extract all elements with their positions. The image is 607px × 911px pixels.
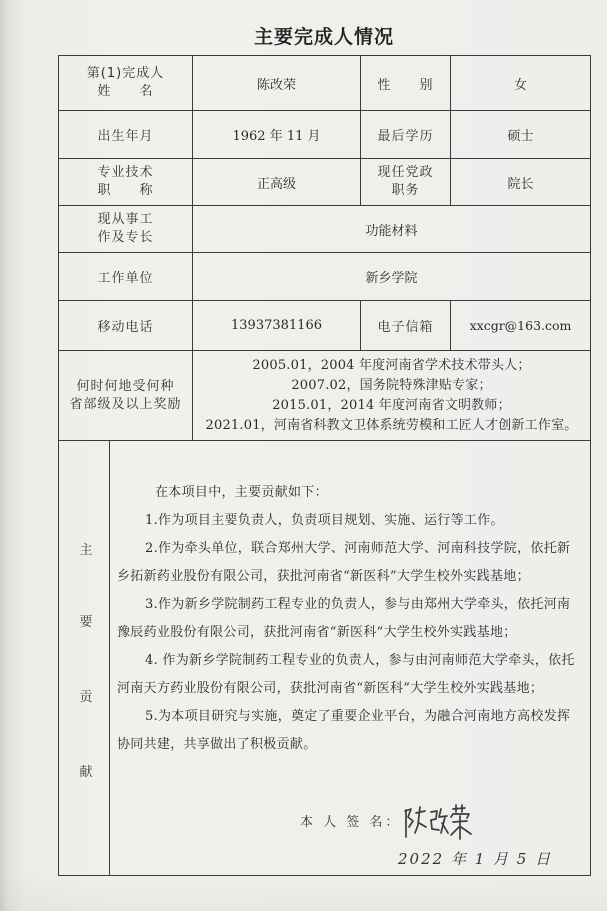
specialty-value: 功能材料 bbox=[365, 223, 418, 239]
page-title: 主要完成人情况 bbox=[253, 26, 394, 48]
education-value-cell bbox=[451, 111, 591, 159]
specialty-label-line1: 现从事工 bbox=[97, 212, 154, 227]
education-value: 硕士 bbox=[507, 129, 534, 144]
row-employer bbox=[59, 253, 591, 301]
employer-label: 工作单位 bbox=[97, 271, 154, 286]
specialty-value-cell bbox=[193, 206, 591, 253]
phone-value-cell bbox=[193, 301, 361, 351]
row-contact bbox=[59, 301, 591, 351]
row-birth bbox=[59, 111, 591, 159]
education-label: 最后学历 bbox=[377, 129, 434, 144]
row-awards bbox=[59, 351, 591, 441]
gender-value: 女 bbox=[513, 77, 527, 93]
award-item: 2005.01，2004 年度河南省学术技术带头人； bbox=[252, 357, 531, 373]
info-table bbox=[58, 55, 591, 876]
handwritten-signature bbox=[401, 803, 479, 843]
signature-label: 本 人 签 名： bbox=[300, 815, 402, 830]
contribution-item: 5.为本项目研究与实施，奠定了重要企业平台，为融合河南地方高校发挥协同共建，共享做出了积极贡献。 bbox=[117, 709, 571, 752]
contribution-item: 3.作为新乡学院制药工程专业的负责人，参与由郑州大学牵头，依托河南豫辰药业股份有限公司，获批河南省“新医科”大学生校外实践基地； bbox=[117, 597, 571, 640]
contribution-intro: 在本项目中，主要贡献如下： bbox=[155, 485, 328, 500]
birth-label: 出生年月 bbox=[97, 129, 154, 144]
gender-label: 性 别 bbox=[377, 77, 434, 93]
email-value-cell bbox=[451, 301, 591, 351]
employer-value-cell bbox=[193, 253, 591, 301]
birth-value-cell bbox=[193, 111, 361, 159]
email-value: xxcgr@163.com bbox=[469, 318, 572, 333]
contribution-side-label bbox=[63, 441, 110, 875]
awards-label-line1: 何时何地受何种 bbox=[76, 378, 175, 394]
row-contribution bbox=[59, 441, 591, 876]
contribution-item: 1.作为项目主要负责人，负责项目规划、实施、运行等工作。 bbox=[145, 513, 504, 528]
birth-value: 1962 年 11 月 bbox=[232, 129, 321, 144]
phone-label: 移动电话 bbox=[97, 320, 154, 335]
tech-title-label-line2: 职 称 bbox=[97, 183, 154, 198]
award-item: 2007.02，国务院特殊津贴专家； bbox=[291, 377, 492, 393]
post-value: 院长 bbox=[507, 176, 534, 192]
tech-title-value: 正高级 bbox=[256, 176, 296, 192]
name-value: 陈改荣 bbox=[256, 77, 296, 93]
row-name bbox=[59, 56, 591, 111]
row-specialty bbox=[59, 206, 591, 253]
gender-value-cell bbox=[451, 56, 591, 111]
name-label: 姓 名 bbox=[97, 84, 154, 99]
specialty-label-cell bbox=[59, 206, 193, 253]
tech-title-label-cell bbox=[59, 159, 193, 206]
award-item: 2015.01，2014 年度河南省文明教师； bbox=[272, 397, 511, 413]
awards-label-cell bbox=[59, 351, 193, 441]
post-label: 现任党政职务 bbox=[377, 165, 434, 198]
post-value-cell bbox=[451, 159, 591, 206]
rank-label: 第(1)完成人 bbox=[86, 66, 165, 81]
education-label-cell bbox=[361, 111, 451, 159]
side-label-char: 献 bbox=[79, 765, 93, 780]
specialty-label-line2: 作及专长 bbox=[97, 230, 154, 245]
birth-label-cell bbox=[59, 111, 193, 159]
award-item: 2021.01，河南省科教文卫体系统劳模和工匠人才创新工作室。 bbox=[205, 417, 578, 433]
side-label-char: 主 bbox=[79, 543, 93, 558]
employer-value: 新乡学院 bbox=[365, 271, 418, 286]
rank-name-label-cell bbox=[59, 56, 193, 111]
side-label-char: 贡 bbox=[79, 690, 93, 705]
tech-title-value-cell bbox=[193, 159, 361, 206]
employer-label-cell bbox=[59, 253, 193, 301]
signature-date: 2022 年 1 月 5 日 bbox=[398, 850, 553, 868]
row-title bbox=[59, 159, 591, 206]
contribution-item: 4. 作为新乡学院制药工程专业的负责人，参与由河南师范大学牵头，依托河南天方药业股份有限公司，获批河南省“新医科”大学生校外实践基地； bbox=[117, 653, 575, 696]
awards-list-cell bbox=[193, 351, 591, 441]
post-label-cell bbox=[361, 159, 451, 206]
side-label-char: 要 bbox=[79, 615, 93, 630]
email-label: 电子信箱 bbox=[377, 320, 434, 335]
name-value-cell bbox=[193, 56, 361, 111]
signature-block bbox=[300, 803, 479, 843]
contribution-body bbox=[110, 441, 586, 875]
email-label-cell bbox=[361, 301, 451, 351]
tech-title-label-line1: 专业技术 bbox=[97, 165, 154, 180]
gender-label-cell bbox=[361, 56, 451, 111]
contribution-item: 2.作为牵头单位，联合郑州大学、河南师范大学、河南科技学院，依托新乡拓新药业股份有限公司，获批河南省“新医科”大学生校外实践基地； bbox=[117, 541, 571, 584]
phone-label-cell bbox=[59, 301, 193, 351]
contribution-section bbox=[63, 441, 586, 875]
contribution-cell bbox=[59, 441, 591, 876]
phone-value: 13937381166 bbox=[231, 318, 322, 333]
awards-label-line2: 省部级及以上奖励 bbox=[69, 396, 182, 412]
